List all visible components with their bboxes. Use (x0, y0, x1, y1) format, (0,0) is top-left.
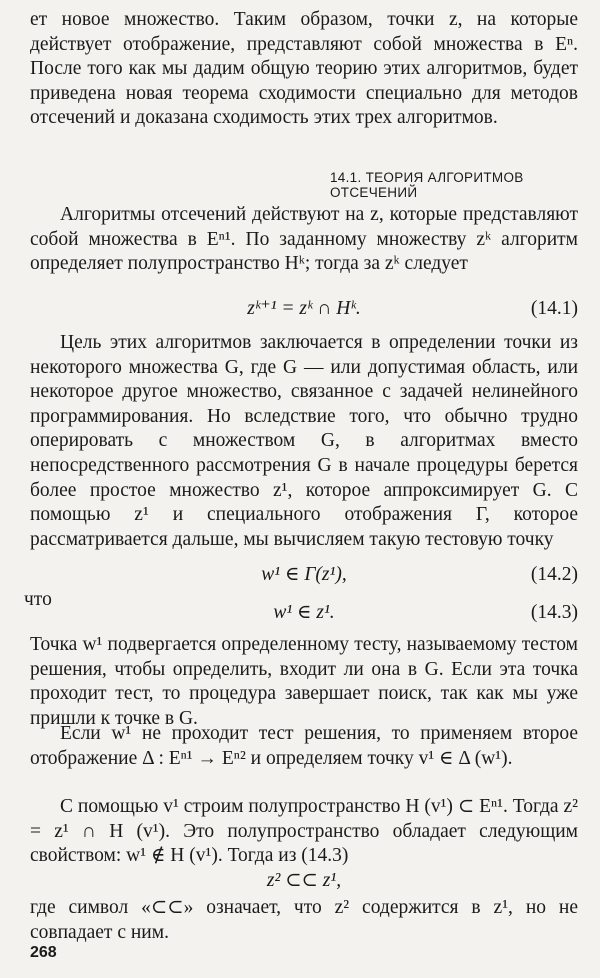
fail-paragraph: Если w¹ не проходит тест решения, то применяем второе отображение Δ : Eⁿ¹ → Eⁿ² и определяем точку v¹ ∈ Δ (w¹). (30, 723, 578, 769)
equation-strict-inclusion (30, 868, 578, 894)
equation-14-1 (30, 296, 578, 322)
symbol-paragraph: где символ «⊂⊂» означает, что z² содержится в z¹, но не совпадает с ним. (30, 897, 578, 943)
equation-14-3-number: (14.3) (530, 602, 578, 623)
equation-14-2 (30, 562, 578, 588)
test-paragraph: Точка w¹ подвергается определенному тесту, называемому тестом решения, чтобы определить, входит ли она в G. Если эта точка проходит тест, то процедура завершает поиск, так как мы уже пришли к точке в G. (30, 634, 578, 729)
equation-14-2-number: (14.2) (530, 564, 578, 585)
goal-paragraph: Цель этих алгоритмов заключается в определении точки из некоторого множества G, где G — или допустимая область, или некоторое другое множество, связанное с задачей нелинейного программирования. Но вследствие того, что обычно трудно оперировать с множеством G, в алгоритмах вместо непосредственного рассмотрения G в начале процедуры берется более простое множество z¹, которое аппроксимирует G. С помощью z¹ и специального отображения Γ, которое рассматривается дальше, мы вычисляем такую тестовую точку (30, 332, 578, 550)
equation-14-1-expression: zᵏ⁺¹ = zᵏ ∩ Hᵏ. (247, 298, 361, 319)
page-number: 268 (30, 944, 57, 961)
algorithms-paragraph: Алгоритмы отсечений действуют на z, которые представляют собой множества в Eⁿ¹. По заданному множеству zᵏ алгоритм определяет полупространство Hᵏ; тогда за zᵏ следует (30, 204, 578, 275)
equation-14-3-expression: w¹ ∈ z¹. (273, 602, 335, 623)
intro-paragraph: ет новое множество. Таким образом, точки z, на которые действует отображение, представляют собой множества в Eⁿ. После того как мы дадим общую теорию этих алгоритмов, будет приведена новая теорема сходимости специально для методов отсечений и доказана сходимость этих трех алгоритмов. (30, 9, 578, 129)
strict-inclusion-expression: z² ⊂⊂ z¹, (266, 870, 342, 891)
word-chto: что (24, 589, 52, 610)
equation-14-3 (30, 600, 578, 626)
section-heading: 14.1. ТЕОРИЯ АЛГОРИТМОВ ОТСЕЧЕНИЙ (330, 170, 524, 200)
halfspace-paragraph: С помощью v¹ строим полупространство H (v¹) ⊂ Eⁿ¹. Тогда z² = z¹ ∩ H (v¹). Это полупространство обладает следующим свойством: w¹ ∉ H (v¹). Тогда из (14.3) (30, 796, 578, 867)
equation-14-1-number: (14.1) (530, 298, 578, 319)
equation-14-2-expression: w¹ ∈ Γ(z¹), (261, 564, 347, 585)
